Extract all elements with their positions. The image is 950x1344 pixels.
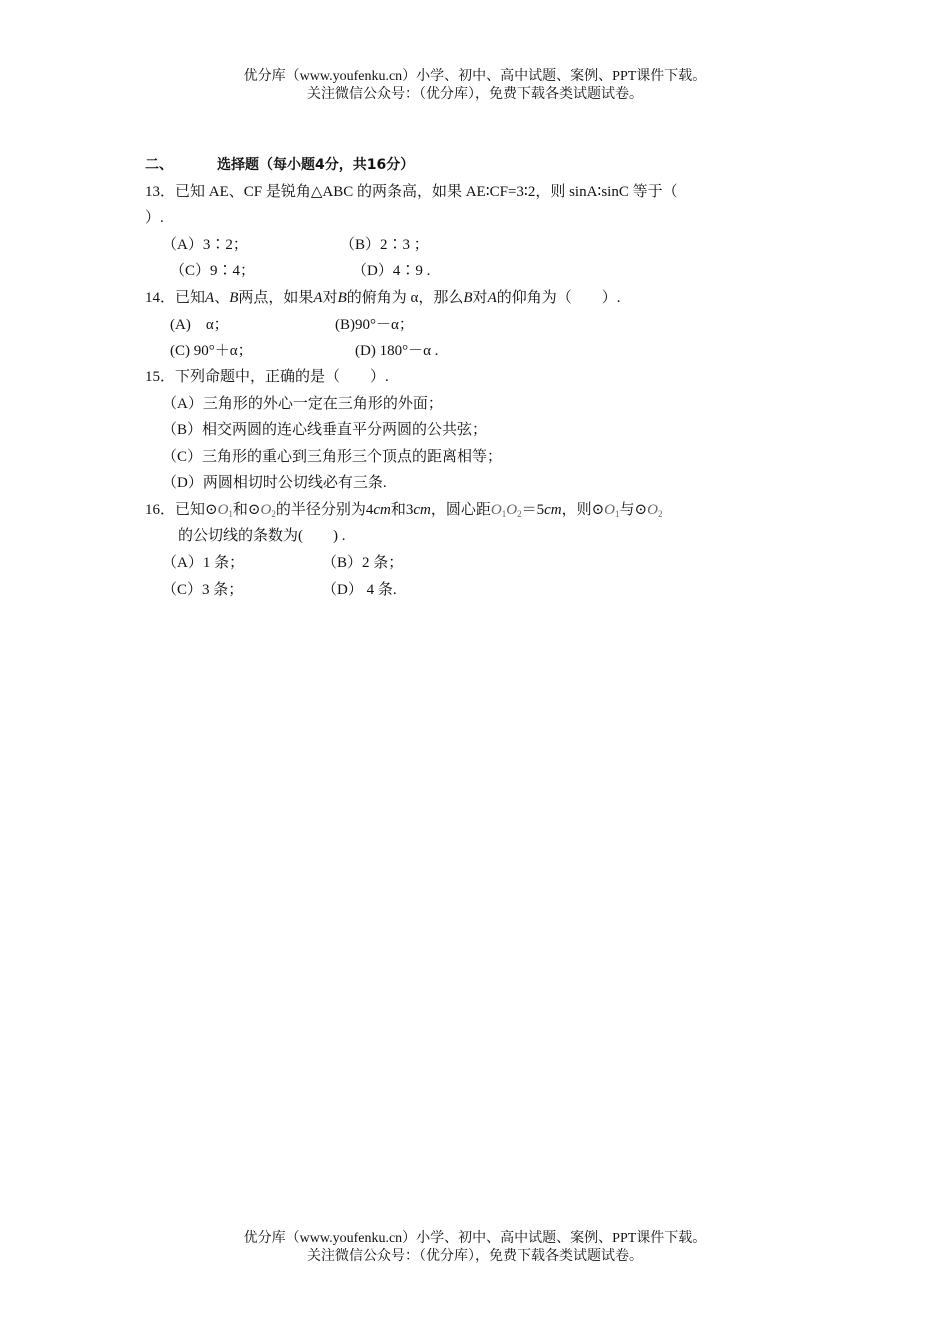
q13-option-a: （A）3∶2；	[162, 237, 248, 253]
q16-unit-cm: cm	[373, 502, 391, 518]
q16-sub: 2	[657, 509, 663, 519]
q16-sub: 2	[517, 509, 522, 519]
q13-stem-line1: 13．已知 AE、CF 是锐角△ABC 的两条高，如果 AE∶CF=3∶2，则 sinA∶sinC 等于（	[145, 184, 678, 200]
section-number: 二、	[145, 157, 173, 173]
q16-stem-line2: 的公切线的条数为( ) .	[178, 528, 346, 544]
q16-option-d: （D） 4 条.	[322, 582, 397, 598]
q16-text-7: ，则⊙	[561, 502, 605, 518]
q14-text-2: 、	[214, 290, 230, 306]
q15-option-a: （A）三角形的外心一定在三角形的外面；	[162, 396, 443, 412]
q16-var-o: O	[260, 502, 272, 518]
q15-option-c: （C）三角形的重心到三角形三个顶点的距离相等；	[162, 449, 503, 465]
q16-option-b: （B）2 条；	[322, 555, 404, 571]
q15-option-b: （B）相交两圆的连心线垂直平分两圆的公共弦；	[162, 422, 488, 438]
q16-text-3: 的半径分别为4	[275, 502, 374, 518]
q14-option-c: (C) 90°＋α；	[170, 343, 253, 359]
q16-text-5: ，圆心距	[430, 502, 491, 518]
q14-option-d: (D) 180°－α .	[355, 343, 439, 359]
q16-var-o: O	[217, 502, 229, 518]
q16-sub: 1	[615, 509, 620, 519]
header-line-1: 优分库（www.youfenku.cn）小学、初中、高中试题、案例、PPT课件下载。	[243, 69, 707, 84]
q13-stem-line2: ）.	[145, 210, 164, 226]
q14-text-3: 两点，如果	[238, 290, 314, 306]
q16-text-4: 和3	[390, 502, 414, 518]
q14-var-a3: A	[487, 290, 497, 306]
q15-stem: 15．下列命题中，正确的是（ ）.	[145, 369, 389, 385]
q16-unit-cm: cm	[544, 502, 562, 518]
footer-line-2: 关注微信公众号：（优分库），免费下载各类试题试卷。	[307, 1249, 643, 1264]
q14-var-b2: B	[337, 290, 347, 306]
q14-text-7: 的仰角为（ ）.	[496, 290, 621, 306]
q16-option-a: （A）1 条；	[162, 555, 245, 571]
page-footer	[0, 1230, 950, 1266]
q16-var-o: O	[490, 502, 502, 518]
q14-option-b: (B)90°－α；	[335, 317, 414, 333]
q16-var-o: O	[647, 502, 658, 518]
q14-var-b3: B	[463, 290, 473, 306]
q16-sub: 1	[501, 509, 507, 519]
q16-sub: 1	[228, 509, 233, 519]
q14-text-6: 对	[472, 290, 488, 306]
q14-stem	[145, 288, 621, 308]
q14-text-4: 对	[322, 290, 338, 306]
q14-option-a: (A) α；	[170, 317, 229, 333]
q14-var-a2: A	[313, 290, 323, 306]
q14-var-a: A	[205, 290, 215, 306]
q16-unit-cm: cm	[413, 502, 431, 518]
footer-line-1: 优分库（www.youfenku.cn）小学、初中、高中试题、案例、PPT课件下载。	[243, 1231, 707, 1246]
q16-stem-line1	[145, 500, 662, 524]
q13-option-b: （B）2∶3 ；	[340, 237, 429, 253]
q16-text-2: 和⊙	[232, 502, 261, 518]
q16-text-1: 16．已知⊙	[145, 502, 218, 518]
q14-text-1: 14．已知	[145, 290, 206, 306]
q16-option-c: （C）3 条；	[162, 582, 244, 598]
section-title: 选择题（每小题4分，共16分）	[217, 157, 415, 173]
section-heading	[145, 155, 414, 175]
q16-text-8: 与⊙	[619, 502, 648, 518]
page-header	[0, 68, 950, 104]
q16-sub: 2	[271, 509, 276, 519]
q16-var-o: O	[604, 502, 616, 518]
q16-var-o: O	[506, 502, 518, 518]
header-line-2: 关注微信公众号：（优分库），免费下载各类试题试卷。	[307, 87, 643, 102]
q14-var-b: B	[229, 290, 239, 306]
q14-text-5: 的俯角为 α，那么	[346, 290, 464, 306]
q16-text-6: ＝5	[521, 502, 545, 518]
q15-option-d: （D）两圆相切时公切线必有三条.	[162, 475, 387, 491]
q13-option-d: （D）4∶9 .	[352, 263, 431, 279]
q13-option-c: （C）9∶4；	[170, 263, 256, 279]
